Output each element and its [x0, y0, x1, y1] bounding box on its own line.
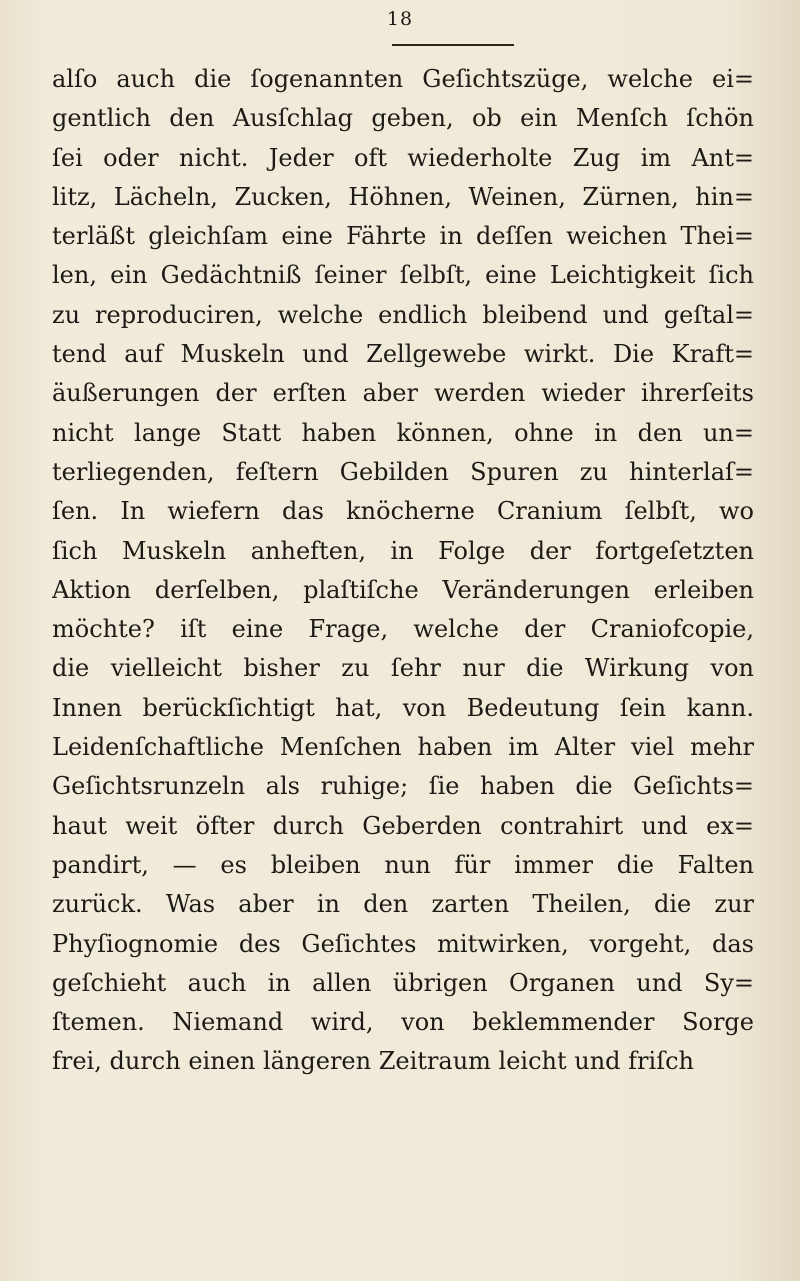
- text-line: Aktion derſelben, plaſtiſche Veränderungen erleiben: [52, 575, 754, 604]
- body-text: [52, 60, 754, 1082]
- text-line: pandirt, — es bleiben nun für immer die Falten: [52, 850, 754, 879]
- text-line: frei, durch einen längeren Zeitraum leicht und friſch: [52, 1047, 694, 1076]
- text-line: die vielleicht bisher zu ſehr nur die Wirkung von: [52, 654, 754, 683]
- text-line: terläßt gleichſam eine Fährte in deſſen weichen Thei=: [52, 222, 754, 251]
- header-rule: [392, 44, 514, 46]
- text-line: ſtemen. Niemand wird, von beklemmender Sorge: [52, 1008, 754, 1037]
- text-line: tend auf Muskeln und Zellgewebe wirkt. Die Kraft=: [52, 340, 754, 369]
- text-line: terliegenden, feſtern Gebilden Spuren zu hinterlaſ=: [52, 457, 754, 486]
- text-line: gentlich den Ausſchlag geben, ob ein Menſch ſchön: [52, 104, 754, 133]
- text-line: ſei oder nicht. Jeder oft wiederholte Zug im Ant=: [52, 143, 754, 172]
- text-line: ſen. In wiefern das knöcherne Cranium ſelbſt, wo: [52, 497, 754, 526]
- text-line: Geſichtsrunzeln als ruhige; ſie haben die Geſichts=: [52, 772, 754, 801]
- text-line: alſo auch die ſogenannten Geſichtszüge, welche ei=: [52, 65, 754, 93]
- text-line: Phyſiognomie des Geſichtes mitwirken, vorgeht, das: [52, 929, 754, 958]
- text-line: möchte? iſt eine Frage, welche der Craniofcopie,: [52, 615, 754, 644]
- text-line: äußerungen der erſten aber werden wieder ihrerſeits: [52, 379, 754, 408]
- text-line: Innen berückſichtigt hat, von Bedeutung ſein kann.: [52, 693, 754, 722]
- page-number: 18: [386, 8, 414, 30]
- text-line: litz, Lächeln, Zucken, Höhnen, Weinen, Zürnen, hin=: [52, 182, 754, 211]
- text-line: Leidenſchaftliche Menſchen haben im Alter viel mehr: [52, 733, 754, 762]
- text-line: geſchieht auch in allen übrigen Organen und Sy=: [52, 968, 754, 997]
- text-line: zurück. Was aber in den zarten Theilen, die zur: [52, 890, 754, 919]
- text-line: zu reproduciren, welche endlich bleibend und geſtal=: [52, 300, 754, 329]
- text-line: haut weit öfter durch Geberden contrahirt und ex=: [52, 811, 754, 840]
- text-line: len, ein Gedächtniß ſeiner ſelbſt, eine Leichtigkeit ſich: [52, 261, 754, 290]
- text-line: nicht lange Statt haben können, ohne in den un=: [52, 418, 754, 447]
- text-line: ſich Muskeln anheften, in Folge der fortgeſetzten: [52, 536, 754, 565]
